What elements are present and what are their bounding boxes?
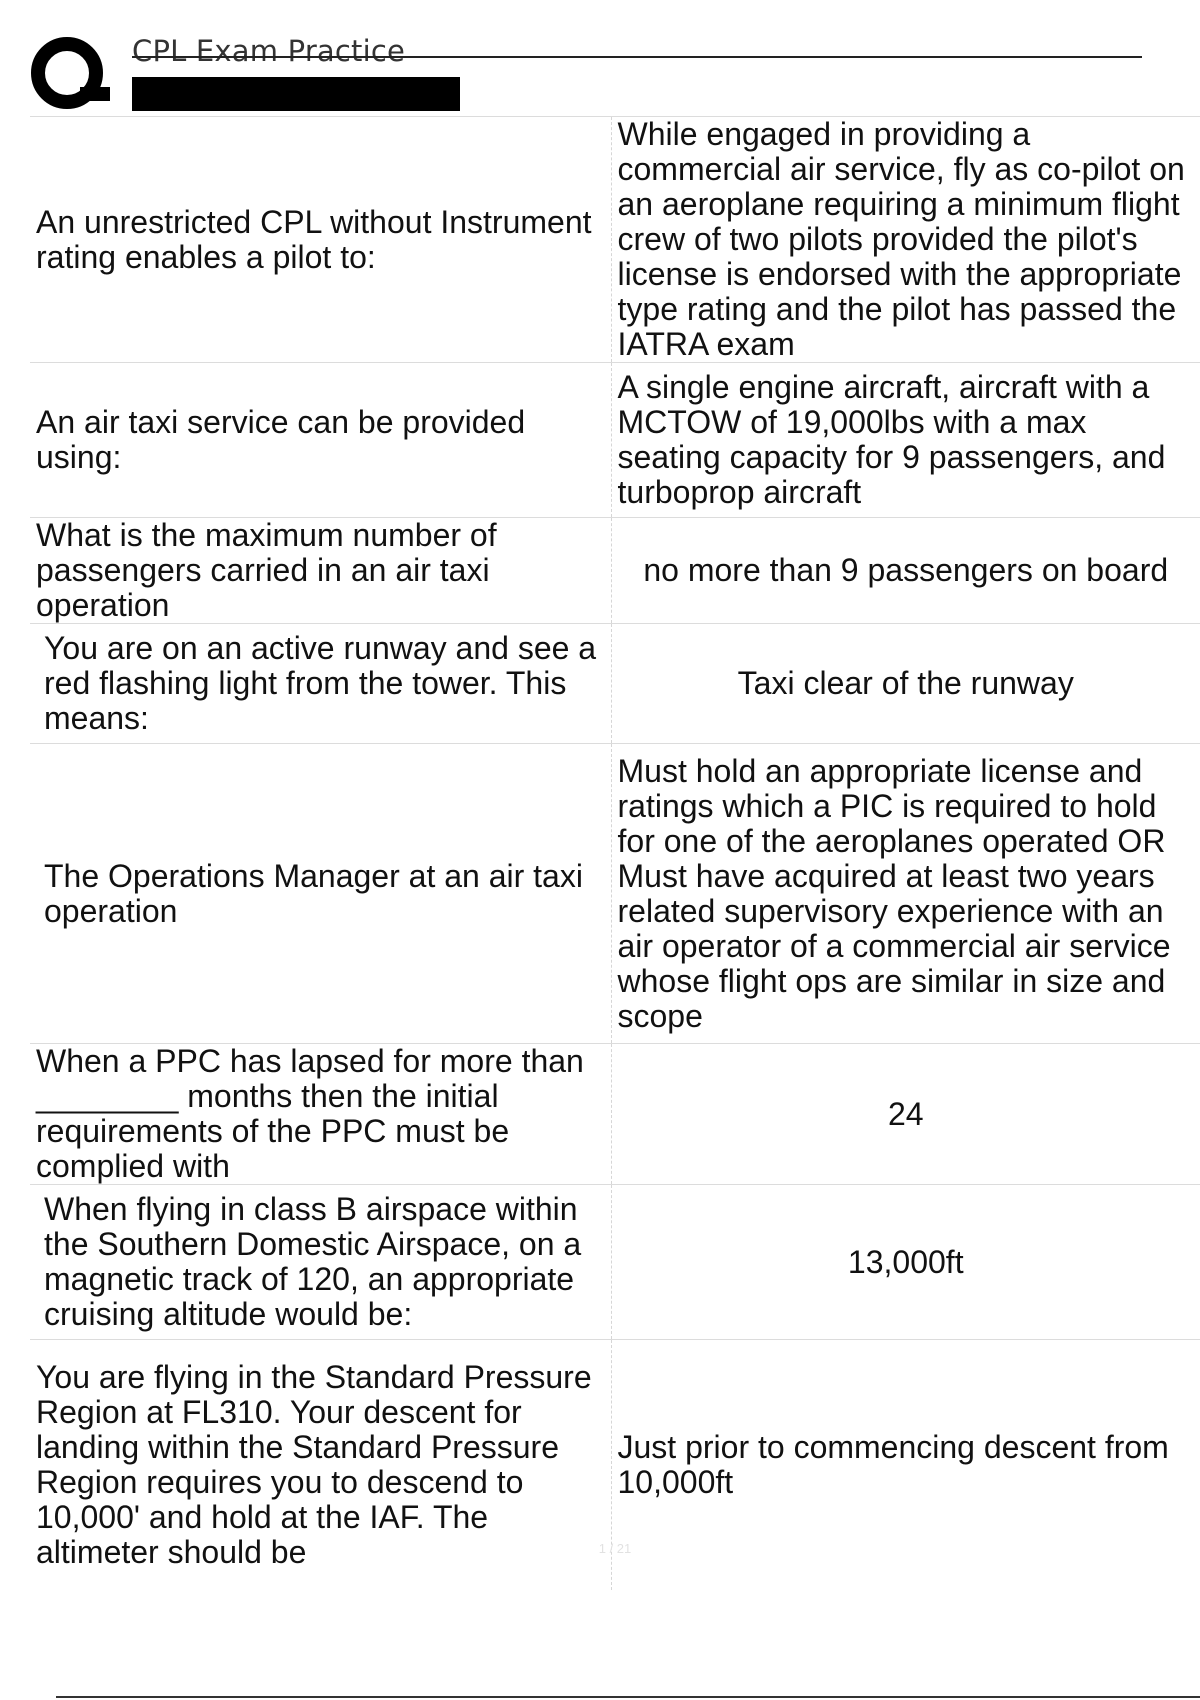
question-cell: You are flying in the Standard Pressure Region at FL310. Your descent for landing within the Standard Pressure Region requires you to descend to 10,000' and hold at the IAF. The altimeter should be bbox=[30, 1340, 611, 1590]
question-cell: You are on an active runway and see a red flashing light from the tower. This means: bbox=[30, 624, 611, 744]
document-title: CPL Exam Practice bbox=[132, 34, 406, 68]
question-cell: An air taxi service can be provided using: bbox=[30, 363, 611, 518]
answer-cell: Just prior to commencing descent from 10,000ft bbox=[611, 1340, 1200, 1590]
answer-cell: Taxi clear of the runway bbox=[611, 624, 1200, 744]
flashcard-row bbox=[30, 117, 1200, 363]
logo-icon bbox=[30, 32, 112, 114]
answer-cell: 24 bbox=[611, 1044, 1200, 1185]
answer-cell: A single engine aircraft, aircraft with a MCTOW of 19,000lbs with a max seating capacity for 9 passengers, and turboprop aircraft bbox=[611, 363, 1200, 518]
answer-cell: Must hold an appropriate license and ratings which a PIC is required to hold for one of the aeroplanes operated OR Must have acquired at least two years related supervisory experience with an air operator of a commercial air service whose flight ops are similar in size and scope bbox=[611, 744, 1200, 1044]
title-divider bbox=[132, 56, 1142, 58]
question-cell: The Operations Manager at an air taxi operation bbox=[30, 744, 611, 1044]
flashcard-row bbox=[30, 1185, 1200, 1340]
answer-cell: While engaged in providing a commercial air service, fly as co-pilot on an aeroplane requiring a minimum flight crew of two pilots provided the pilot's license is endorsed with the appropriate type rating and the pilot has passed the IATRA exam bbox=[611, 117, 1200, 363]
page-header bbox=[0, 0, 1200, 118]
flashcard-row bbox=[30, 518, 1200, 624]
footer-divider bbox=[56, 1696, 1200, 1698]
redacted-block bbox=[132, 77, 460, 111]
question-cell: When a PPC has lapsed for more than ________ months then the initial requirements of the PPC must be complied with bbox=[30, 1044, 611, 1185]
question-cell: An unrestricted CPL without Instrument rating enables a pilot to: bbox=[30, 117, 611, 363]
answer-cell: 13,000ft bbox=[611, 1185, 1200, 1340]
page-number: 1 / 21 bbox=[598, 1541, 632, 1556]
flashcard-row bbox=[30, 624, 1200, 744]
flashcard-table bbox=[30, 116, 1200, 1590]
flashcard-row bbox=[30, 363, 1200, 518]
flashcard-row bbox=[30, 744, 1200, 1044]
question-cell: When flying in class B airspace within the Southern Domestic Airspace, on a magnetic track of 120, an appropriate cruising altitude would be: bbox=[30, 1185, 611, 1340]
question-cell: What is the maximum number of passengers carried in an air taxi operation bbox=[30, 518, 611, 624]
flashcard-row bbox=[30, 1044, 1200, 1185]
answer-cell: no more than 9 passengers on board bbox=[611, 518, 1200, 624]
